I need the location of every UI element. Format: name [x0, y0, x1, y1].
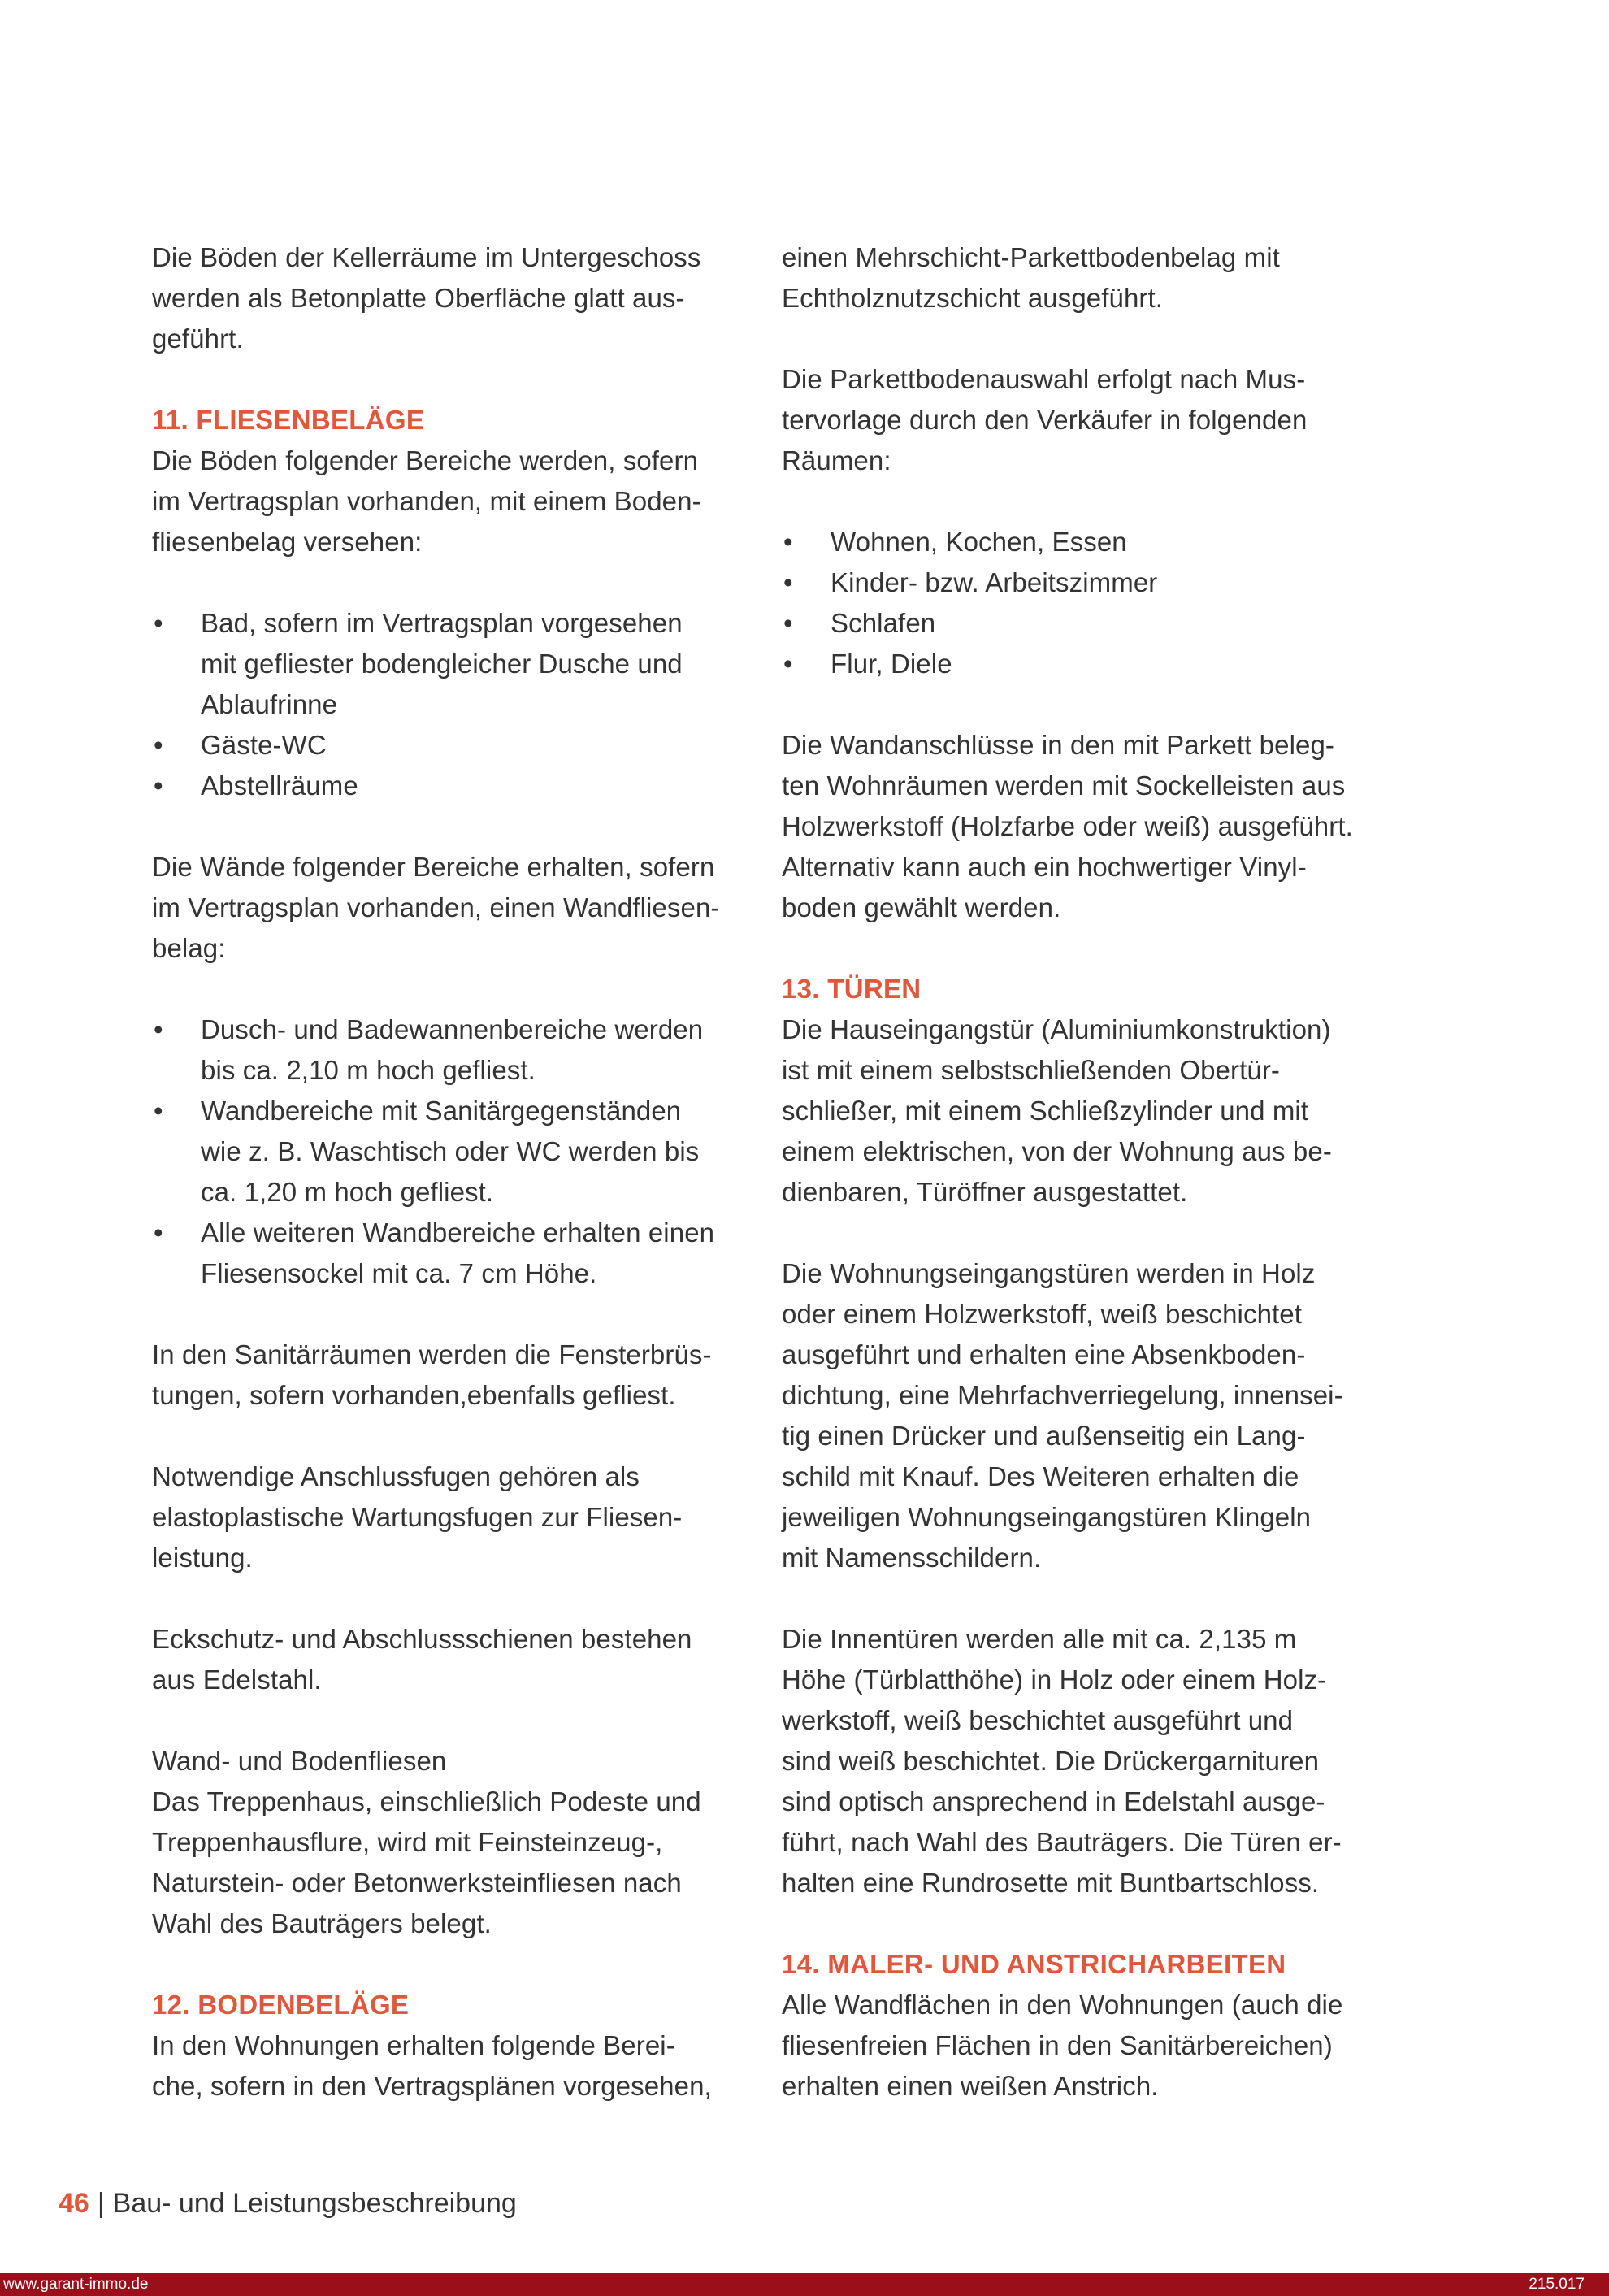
section-13-heading: 13. TÜREN — [782, 974, 922, 1004]
list-item: • Dusch- und Badewannenbereiche werden bis ca. 2,10 m hoch gefliest. — [152, 1009, 753, 1091]
list-item: • Wandbereiche mit Sanitärgegenständen wie z. B. Waschtisch oder WC werden bis ca. 1,20 m hoch gefliest. — [152, 1091, 753, 1213]
footer-separator: | — [97, 2188, 105, 2219]
list-item: • Alle weiteren Wandbereiche erhalten einen Fliesensockel mit ca. 7 cm Höhe. — [152, 1213, 753, 1294]
page-footer — [59, 2183, 517, 2224]
left-column — [152, 237, 753, 2147]
section-14-heading: 14. MALER- UND ANSTRICHARBEITEN — [782, 1949, 1286, 1979]
page-number: 46 — [59, 2188, 89, 2219]
section-12-heading: 12. BODENBELÄGE — [152, 1990, 410, 2020]
section-12-paragraph: In den Wohnungen erhalten folgende Berei- che, sofern in den Vertragsplänen vorgesehen, — [152, 2030, 712, 2101]
section-12-paragraph: Die Wandanschlüsse in den mit Parkett beleg- ten Wohnräumen werden mit Sockelleisten aus Holzwerkstoff (Holzfarbe oder weiß) ausgeführt. Alternativ kann auch ein hochwertiger Vinyl- boden gewählt werden. — [782, 730, 1353, 922]
list-item: • Abstellräume — [152, 766, 753, 806]
section-14-paragraph: Alle Wandflächen in den Wohnungen (auch die fliesenfreien Flächen in den Sanitärbereichen) erhalten einen weißen Anstrich. — [782, 1990, 1343, 2101]
section-13-paragraph: Die Wohnungseingangstüren werden in Holz oder einem Holzwerkstoff, weiß beschichtet ausgeführt und erhalten eine Absenkboden- dichtung, eine Mehrfachverriegelung, innensei- tig einen Drücker und außenseitig ein Lang- schild mit Knauf. Des Weiteren erhalten die jeweiligen Wohnungseingangstüren Klingeln mit Namensschildern. — [782, 1258, 1343, 1573]
floor-tile-areas-list — [152, 603, 753, 806]
section-11-paragraph: Die Böden folgender Bereiche werden, sofern im Vertragsplan vorhanden, mit einem Boden- fliesenbelag versehen: — [152, 445, 701, 557]
section-11-heading: 11. FLIESENBELÄGE — [152, 405, 425, 435]
section-11-paragraph: Notwendige Anschlussfugen gehören als elastoplastische Wartungsfugen zur Fliesen- leistung. — [152, 1461, 683, 1573]
list-item: • Gäste-WC — [152, 725, 753, 766]
list-item: • Kinder- bzw. Arbeitszimmer — [782, 562, 1424, 603]
website-strip — [0, 2273, 1609, 2296]
wall-tile-areas-list — [152, 1009, 753, 1294]
list-item: • Wohnen, Kochen, Essen — [782, 522, 1424, 562]
right-column — [782, 237, 1424, 2147]
section-11-paragraph: Wand- und Bodenfliesen Das Treppenhaus, einschließlich Podeste und Treppenhausflure, wird mit Feinsteinzeug-, Naturstein- oder Betonwerksteinfliesen nach Wahl des Bauträgers belegt. — [152, 1746, 701, 1938]
list-item: • Schlafen — [782, 603, 1424, 644]
section-11-paragraph: Die Wände folgender Bereiche erhalten, sofern im Vertragsplan vorhanden, einen Wandfliesen- belag: — [152, 852, 720, 963]
section-13-paragraph: Die Innentüren werden alle mit ca. 2,135 m Höhe (Türblatthöhe) in Holz oder einem Holz- werkstoff, weiß beschichtet ausgeführt und sind weiß beschichtet. Die Drückergarnituren sind optisch ansprechend in Edelstahl ausge- führt, nach Wahl des Bauträgers. Die Türen er- halten eine Rundrosette mit Buntbartschloss. — [782, 1624, 1342, 1898]
section-12-paragraph: Die Parkettbodenauswahl erfolgt nach Mus- tervorlage durch den Verkäufer in folgenden Räumen: — [782, 364, 1308, 475]
parquet-rooms-list — [782, 522, 1424, 684]
section-13-paragraph: Die Hauseingangstür (Aluminiumkonstruktion) ist mit einem selbstschließenden Obertür- schließer, mit einem Schließzylinder und mit einem elektrischen, von der Wohnung aus be- dienbaren, Türöffner ausgestattet. — [782, 1014, 1332, 1207]
section-11-paragraph: In den Sanitärräumen werden die Fensterbrüs- tungen, sofern vorhanden,ebenfalls gefliest. — [152, 1339, 712, 1410]
section-11-paragraph: Eckschutz- und Abschlussschienen bestehen aus Edelstahl. — [152, 1624, 692, 1695]
list-item: • Flur, Diele — [782, 644, 1424, 684]
document-title: Bau- und Leistungsbeschreibung — [112, 2188, 517, 2219]
section-12-paragraph: einen Mehrschicht-Parkettbodenbelag mit Echtholznutzschicht ausgeführt. — [782, 242, 1280, 313]
website-url: www.garant-immo.de — [3, 2276, 149, 2293]
list-item: • Bad, sofern im Vertragsplan vorgesehen mit gefliester bodengleicher Dusche und Ablaufrinne — [152, 603, 753, 725]
intro-paragraph: Die Böden der Kellerräume im Untergeschoss werden als Betonplatte Oberfläche glatt aus- geführt. — [152, 242, 701, 354]
document-code: 215.017 — [1529, 2276, 1585, 2293]
